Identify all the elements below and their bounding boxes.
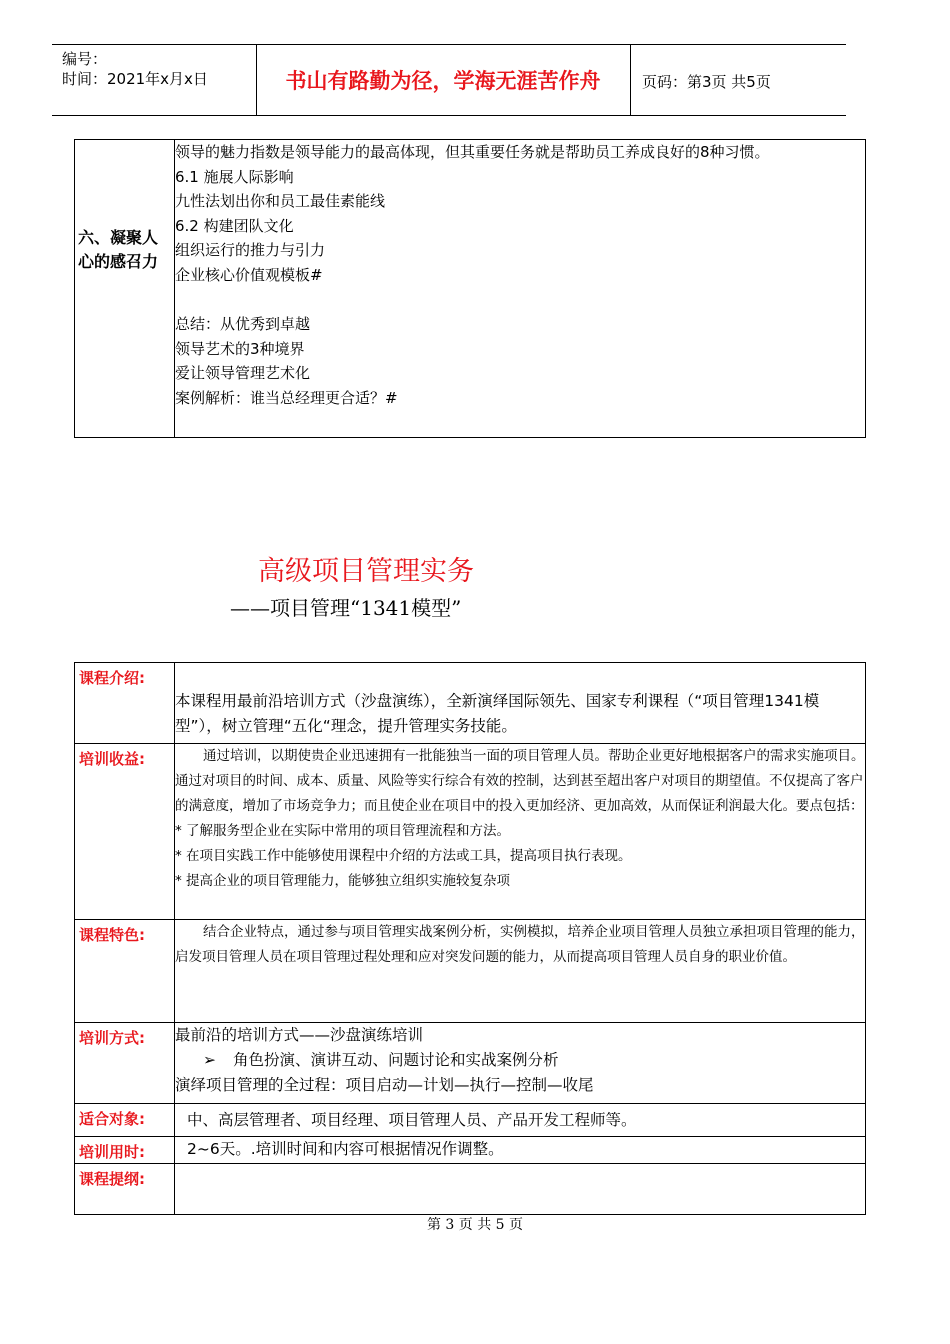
benefit-bullet: * 提高企业的项目管理能力，能够独立组织实施较复杂项 <box>175 873 511 889</box>
method-line: 演绎项目管理的全过程：项目启动—计划—执行—控制—收尾 <box>175 1076 594 1094</box>
method-line: 角色扮演、演讲互动、问题讨论和实战案例分析 <box>233 1051 559 1069</box>
benefit-content <box>175 744 866 920</box>
feature-text: 结合企业特点，通过参与项目管理实战案例分析，实例模拟，培养企业项目管理人员独立承担项目管理的能力，启发项目管理人员在项目管理过程处理和应对突发问题的能力，从而提高项目管理人员自身的职业价值。 <box>175 920 866 1023</box>
section6-line: 组织运行的推力与引力 <box>175 241 326 260</box>
benefit-bullet: * 了解服务型企业在实际中常用的项目管理流程和方法。 <box>175 823 511 839</box>
benefit-text: 通过培训，以期使贵企业迅速拥有一批能独当一面的项目管理人员。帮助企业更好地根据客户的需求实施项目。通过对项目的时间、成本、质量、风险等实行综合有效的控制，达到甚至超出客户对项目的期望值。不仅提高了客户的满意度，增加了市场竞争力；而且使企业在项目中的投入更加经济、更加高效，从而保证利润最大化。要点包括： <box>175 748 865 814</box>
course-subtitle: ——项目管理“1341模型” <box>230 596 462 620</box>
section6-line: 总结：从优秀到卓越 <box>175 315 311 334</box>
header-page-info: 页码：第3页 共5页 <box>642 73 771 91</box>
method-line: 最前沿的培训方式——沙盘演练培训 <box>175 1026 424 1044</box>
page-header <box>52 44 846 116</box>
benefit-bullet: * 在项目实践工作中能够使用课程中介绍的方法或工具，提高项目执行表现。 <box>175 848 632 864</box>
intro-text: 本课程用最前沿培训方式（沙盘演练），全新演绎国际领先、国家专利课程（“项目管理1341模型”），树立管理“五化“理念，提升管理实务技能。 <box>175 663 866 744</box>
document-time-label: 时间：2021年x月x日 <box>62 70 208 88</box>
section6-line: 6.2 构建团队文化 <box>175 216 294 235</box>
method-label: 培训方式: <box>75 1023 175 1104</box>
feature-label: 课程特色: <box>75 920 175 1023</box>
method-bullet-line <box>175 1048 865 1073</box>
section6-line: 6.1 施展人际影响 <box>175 167 294 186</box>
intro-label: 课程介绍: <box>75 663 175 744</box>
header-meta <box>62 49 208 89</box>
course-table <box>74 662 866 1215</box>
duration-text: 2~6天。.培训时间和内容可根据情况作调整。 <box>175 1137 866 1164</box>
audience-label: 适合对象: <box>75 1104 175 1137</box>
header-divider <box>630 45 631 115</box>
section6-label: 六、凝聚人心的感召力 <box>75 140 175 438</box>
section6-line: 领导的魅力指数是领导能力的最高体现，但其重要任务就是帮助员工养成良好的8种习惯。 <box>175 143 770 161</box>
section6-line: 九性法划出你和员工最佳素能线 <box>175 192 386 211</box>
page-footer: 第 3 页 共 5 页 <box>426 1217 524 1233</box>
header-motto: 书山有路勤为径，学海无涯苦作舟 <box>285 68 601 93</box>
duration-label: 培训用时: <box>75 1137 175 1164</box>
section6-blank-line <box>175 288 865 313</box>
section6-content <box>175 140 866 438</box>
course-title: 高级项目管理实务 <box>258 556 474 587</box>
benefit-label: 培训收益: <box>75 744 175 920</box>
section6-line: 企业核心价值观模板# <box>175 265 323 284</box>
outline-content <box>175 1164 866 1215</box>
section6-line: 领导艺术的3种境界 <box>175 339 305 358</box>
section6-line: 案例解析：谁当总经理更合适？# <box>175 388 398 407</box>
method-content <box>175 1023 866 1104</box>
section6-table <box>74 139 866 438</box>
arrow-bullet-icon: ➢ <box>203 1051 216 1069</box>
section6-line: 爱让领导管理艺术化 <box>175 364 311 383</box>
document-number-label: 编号： <box>62 50 108 68</box>
audience-text: 中、高层管理者、项目经理、项目管理人员、产品开发工程师等。 <box>175 1104 866 1137</box>
outline-label: 课程提纲: <box>75 1164 175 1215</box>
